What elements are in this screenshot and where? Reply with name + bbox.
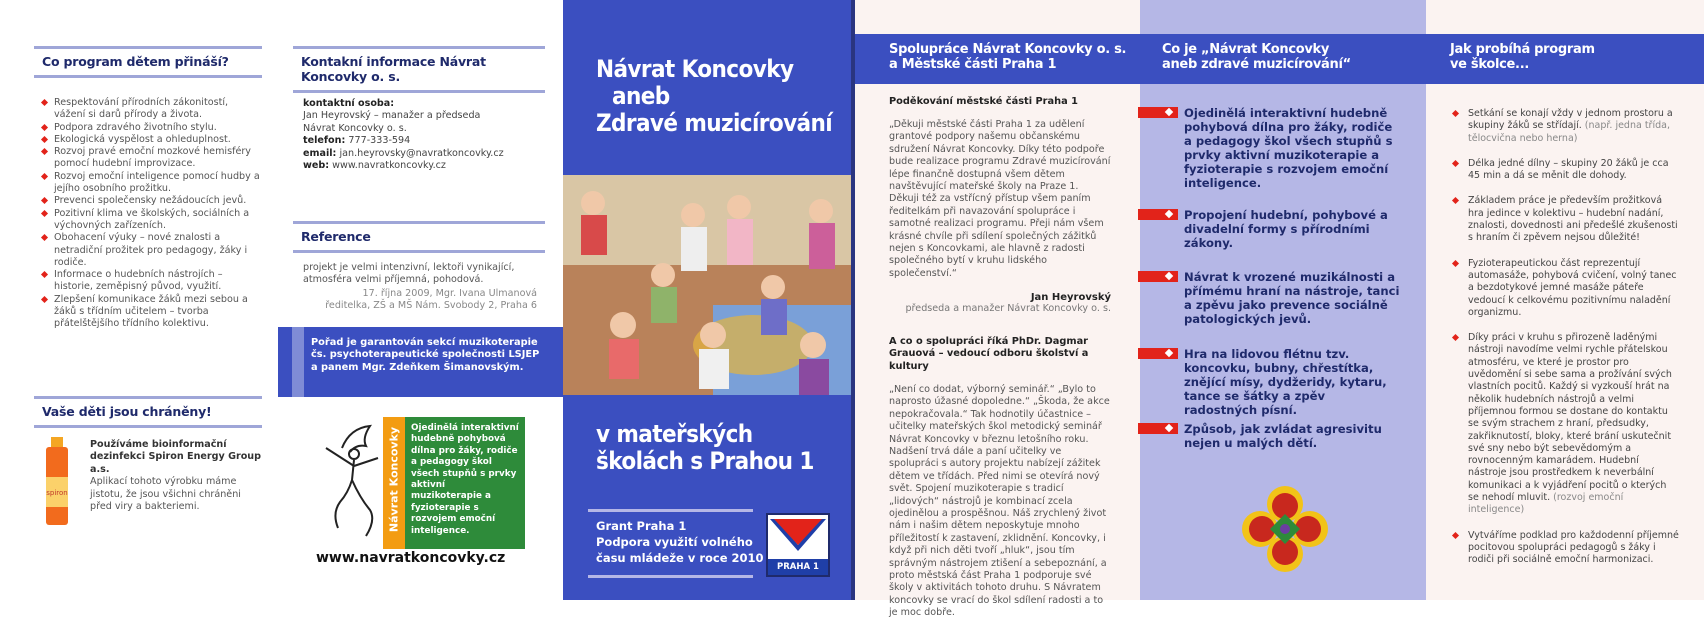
dancer-logo-icon bbox=[320, 418, 382, 548]
panel5-heading-line2: aneb zdravé muzicírování“ bbox=[1162, 57, 1351, 72]
red-marker-icon bbox=[1138, 107, 1178, 118]
panel6-item-note: (rozvoj emoční inteligence) bbox=[1468, 492, 1624, 516]
contact-heading: Kontakní informace Návrat Koncovky o. s. bbox=[293, 46, 545, 93]
list-item: Prevenci společensky nežádoucích jevů. bbox=[40, 195, 262, 207]
logo-box-text: Ojedinělá interaktivní hudebně pohybová dílna pro žáky, rodiče a pedagogy škol všech stupňů s prvky aktivní muzikoterapie a fyzioterapie s rozvojem emoční inteligence. bbox=[411, 423, 519, 536]
reference-signature bbox=[303, 288, 537, 313]
praha1-logo-icon bbox=[766, 513, 830, 577]
panel4-sig-role: předseda a manažer Návrat Koncovky o. s. bbox=[905, 303, 1111, 315]
list-item bbox=[1450, 332, 1680, 516]
list-item: Pozitivní klima ve školských, sociálních a výchovných zařízeních. bbox=[40, 208, 262, 233]
panel4-heading-line1: Spolupráce Návrat Koncovky o. s. bbox=[889, 42, 1127, 57]
reference-text: projekt je velmi intenzivní, lektoři vynikající, atmosféra velmi příjemná, pohodová. bbox=[303, 262, 515, 286]
panel6-header bbox=[1426, 34, 1704, 84]
contact-name: Jan Heyrovský – manažer a předseda bbox=[303, 110, 481, 122]
cover-title-line3: Zdravé muzicírování bbox=[596, 109, 833, 137]
panel5-item-3 bbox=[1184, 270, 1402, 326]
panel4-sub2: A co o spolupráci říká PhDr. Dagmar Grauová – vedoucí odboru školství a kultury bbox=[889, 335, 1089, 372]
web-link[interactable]: www.navratkoncovky.cz bbox=[332, 160, 446, 172]
logo-vertical-text: Návrat Koncovky bbox=[387, 426, 401, 533]
panel5-item-2 bbox=[1184, 208, 1402, 250]
logo-vertical-bar bbox=[383, 417, 405, 549]
reference-heading: Reference bbox=[293, 221, 545, 253]
panel5-heading-line1: Co je „Návrat Koncovky bbox=[1162, 42, 1330, 57]
guarantee-box bbox=[278, 327, 563, 397]
phone-label: telefon: bbox=[303, 135, 346, 147]
red-marker-icon bbox=[1138, 209, 1178, 220]
list-item: Obohacení výuky – nové znalosti a netradiční prožitek pro pedagogy, žáky i rodiče. bbox=[40, 232, 262, 269]
panel4-sig-name: Jan Heyrovský bbox=[1030, 292, 1111, 304]
red-marker-icon bbox=[1138, 271, 1178, 282]
cover-subtitle-line1: v mateřských bbox=[596, 420, 753, 448]
list-item: Rozvoj emoční inteligence pomocí hudby a jejího osobního prožitku. bbox=[40, 171, 262, 196]
panel5-item-text: Způsob, jak zvládat agresivitu nejen u malých dětí. bbox=[1184, 422, 1382, 450]
guarantee-stripe bbox=[292, 327, 304, 397]
panel6-heading-line2: ve školce... bbox=[1450, 57, 1529, 72]
panel5-item-5 bbox=[1184, 422, 1402, 450]
panel6-heading-line1: Jak probíhá program bbox=[1450, 42, 1595, 57]
grant-block bbox=[596, 518, 766, 566]
panel5-item-text: Propojení hudební, pohybové a divadelní formy s přírodními zákony. bbox=[1184, 208, 1388, 250]
panel6-item-text: Díky práci v kruhu s přirozeně laděnými nástroji navodíme velmi rychle přátelskou atmosféru, ve které je prostor pro uvědomění si sebe sama a prožívání svých vlastních pocitů. Každý si vyzkouší hrát na několik hudebních nástrojů a velmi příjemnou formou se dostane do kontaktu se svým strachem z hraní, předsudky, zakřiknutostí, bloky, které brání uskutečnit své sny nebo být sebevědomým a rovnocenným kamarádem. Hudební nástroje jsou prostředkem k neverbální komunikaci a k vyjádření pocitů o kterých se nehodí mluvit. bbox=[1468, 332, 1672, 504]
logo-green-box bbox=[405, 417, 525, 549]
web-label: web: bbox=[303, 160, 330, 172]
list-item bbox=[1450, 158, 1680, 183]
list-item: Ekologická vyspělost a ohleduplnost. bbox=[40, 134, 262, 146]
heart-flower-icon bbox=[1240, 484, 1330, 574]
panel4-text2: „Není co dodat, výborný seminář.“ „Bylo to naprosto úžasné dopoledne.“ „Škoda, že akce nepokračovala.“ Tak hodnotily účastnice – učitelky mateřských škol metodický seminář Návrat Koncovky v březnu letošního roku. Nadšení trvá dále a paní učitelky ve spolupráci s autory projektu nabízejí zážitek dětem ve třídách. Před nimi se otevírá nový svět. Spojení muzikoterapie s tradicí „lidových“ nástrojů je kombinací zcela ojedinělou a prospěšnou. Náš zrychlený život nám i našim dětem neposkytuje mnoho příležitostí k zastavení, zklidnění. Koncovky, i když při nich děti tvoří „hluk“, jsou tím správným nástrojem ztišení a sebepoznání, a proto městská část Praha 1 podporuje své školy v aktivitách tohoto druhu. S Návratem koncovky se vrací do škol sdílení radosti a to je moc dobře. bbox=[889, 383, 1110, 619]
grant-line3: času mládeže v roce 2010 bbox=[596, 551, 764, 565]
reference-sig-role: ředitelka, ZŠ a MŠ Nám. Svobody 2, Praha 6 bbox=[325, 300, 537, 312]
list-item bbox=[1450, 195, 1680, 244]
list-item bbox=[1450, 530, 1680, 567]
list-item: Informace o hudebních nástrojích – historie, zeměpisný původ, využití. bbox=[40, 269, 262, 294]
list-item: Zlepšení komunikace žáků mezi sebou a žáků s třídním učitelem – tvorba přátelštějšího třídního kolektivu. bbox=[40, 294, 262, 331]
website-url[interactable]: www.navratkoncovky.cz bbox=[316, 550, 506, 566]
protection-bold: Používáme bioinformační dezinfekci Spiron Energy Group a.s. bbox=[90, 439, 261, 475]
cover-title bbox=[596, 56, 836, 137]
grant-bottom-rule bbox=[588, 575, 753, 578]
cover-subtitle bbox=[596, 421, 836, 475]
cover-title-line1: Návrat Koncovky bbox=[596, 55, 794, 83]
panel6-list bbox=[1450, 108, 1680, 580]
phone-value: 777-333-594 bbox=[348, 135, 411, 147]
panel5-item-text: Návrat k vrozené muzikálnosti a přímému hraní na nástroje, tanci a zpěvu jako prevence sociálně patologických jevů. bbox=[1184, 270, 1400, 326]
spray-label: spiron bbox=[46, 489, 68, 497]
contact-label: kontaktní osoba: bbox=[303, 98, 395, 109]
red-marker-icon bbox=[1138, 348, 1178, 359]
panel4-sub1: Poděkování městské části Praha 1 bbox=[889, 96, 1078, 107]
list-item: Respektování přírodních zákonitostí, vážení si darů přírody a života. bbox=[40, 97, 262, 122]
protection-heading: Vaše děti jsou chráněny! bbox=[34, 396, 262, 428]
contact-block bbox=[303, 98, 543, 172]
praha1-label: PRAHA 1 bbox=[768, 559, 828, 575]
panel6-item-text: Základem práce je především prožitková hra jedince v kolektivu – hudební nadání, znalosti, dovednosti ani předešlé zkušenosti s hraním či zpěvem nejsou důležité! bbox=[1468, 195, 1678, 244]
email-label: email: bbox=[303, 147, 337, 159]
list-item bbox=[1450, 258, 1680, 319]
panel5-item-text: Hra na lidovou flétnu tzv. koncovku, bubny, chřestítka, znějící mísy, dydžeridy, kytaru, tance se šátky a zpěv radostných písní. bbox=[1184, 347, 1387, 417]
panel6-item-text: Délka jedné dílny – skupiny 20 žáků je cca 45 min a dá se měnit dle dohody. bbox=[1468, 157, 1669, 182]
cover-subtitle-line2: školách s Prahou 1 bbox=[596, 447, 814, 475]
panel5-item-1 bbox=[1184, 106, 1402, 190]
panel4-heading-line2: a Městské části Praha 1 bbox=[889, 57, 1057, 72]
grant-line2: Podpora využití volného bbox=[596, 535, 753, 549]
list-item: Podpora zdravého životního stylu. bbox=[40, 122, 262, 134]
guarantee-text: Pořad je garantován sekcí muzikoterapie čs. psychoterapeutické společnosti LSJEP a panem Mgr. Zdeňkem Šimanovským. bbox=[311, 337, 540, 373]
list-item bbox=[1450, 108, 1680, 145]
panel5-item-4 bbox=[1184, 347, 1402, 417]
grant-top-rule bbox=[588, 509, 753, 512]
panel4-header bbox=[855, 34, 1140, 84]
cover-title-line2: aneb bbox=[612, 82, 670, 110]
panel5-item-text: Ojedinělá interaktivní hudebně pohybová dílna pro žáky, rodiče a pedagogy škol všech stupňů s prvky aktivní muzikoterapie a fyzioterapie s rozvojem emoční inteligence. bbox=[1184, 106, 1393, 190]
protection-body: Aplikací tohoto výrobku máme jistotu, že jsou všichni chráněni před viry a bakteriemi. bbox=[90, 476, 241, 513]
children-photo bbox=[563, 175, 851, 395]
panel5-header bbox=[1140, 34, 1426, 84]
benefits-list bbox=[40, 97, 262, 331]
panel6-item-text: Fyzioterapeutickou část reprezentují automasáže, pohybová cvičení, volný tanec a bezdotykové jemné masáže páteře vedoucí k celkovému pozitivnímu naladění organizmu. bbox=[1468, 257, 1677, 318]
panel4-text1: „Děkuji městské části Praha 1 za udělení grantové podpory našemu občanskému sdružení Návrat Koncovky. Díky této podpoře bude realizace programu Zdravé muzicírování lépe finančně dostupná všem dětem navštěvující mateřské školy na Praze 1. Děkuji též za vstřícný přístup všem paním ředitelkám při navazování spolupráce i samotné realizaci programu. Přeji nám všem krásné chvíle při sdílení společných zážitků nejen s Koncovkami, ale hlavně z radosti společného bytí v kruhu lidského společenství.“ bbox=[889, 119, 1111, 279]
list-item: Rozvoj pravé emoční mozkové hemisféry pomocí hudební improvizace. bbox=[40, 146, 262, 171]
panel6-item-text: Vytváříme podklad pro každodenní příjemné pocitovou spolupráci pedagogů s žáky i rodiči při sociálně emoční harmonizaci. bbox=[1468, 529, 1679, 566]
email-link[interactable]: jan.heyrovsky@navratkoncovky.cz bbox=[339, 147, 504, 159]
panel1-heading: Co program dětem přináší? bbox=[34, 46, 262, 78]
protection-text bbox=[90, 439, 262, 513]
panel6-item-note: (např. jedna třída, tělocvična nebo herna) bbox=[1468, 120, 1670, 144]
red-marker-icon bbox=[1138, 423, 1178, 434]
grant-line1: Grant Praha 1 bbox=[596, 519, 687, 533]
spray-can-icon bbox=[44, 437, 70, 525]
contact-org: Návrat Koncovky o. s. bbox=[303, 122, 407, 134]
panel4-content bbox=[889, 96, 1111, 620]
panel6-item-text: Setkání se konají vždy v jednom prostoru a skupiny žáků se střídají. bbox=[1468, 108, 1673, 132]
reference-sig-date: 17. října 2009, Mgr. Ivana Ulmanová bbox=[362, 288, 537, 299]
